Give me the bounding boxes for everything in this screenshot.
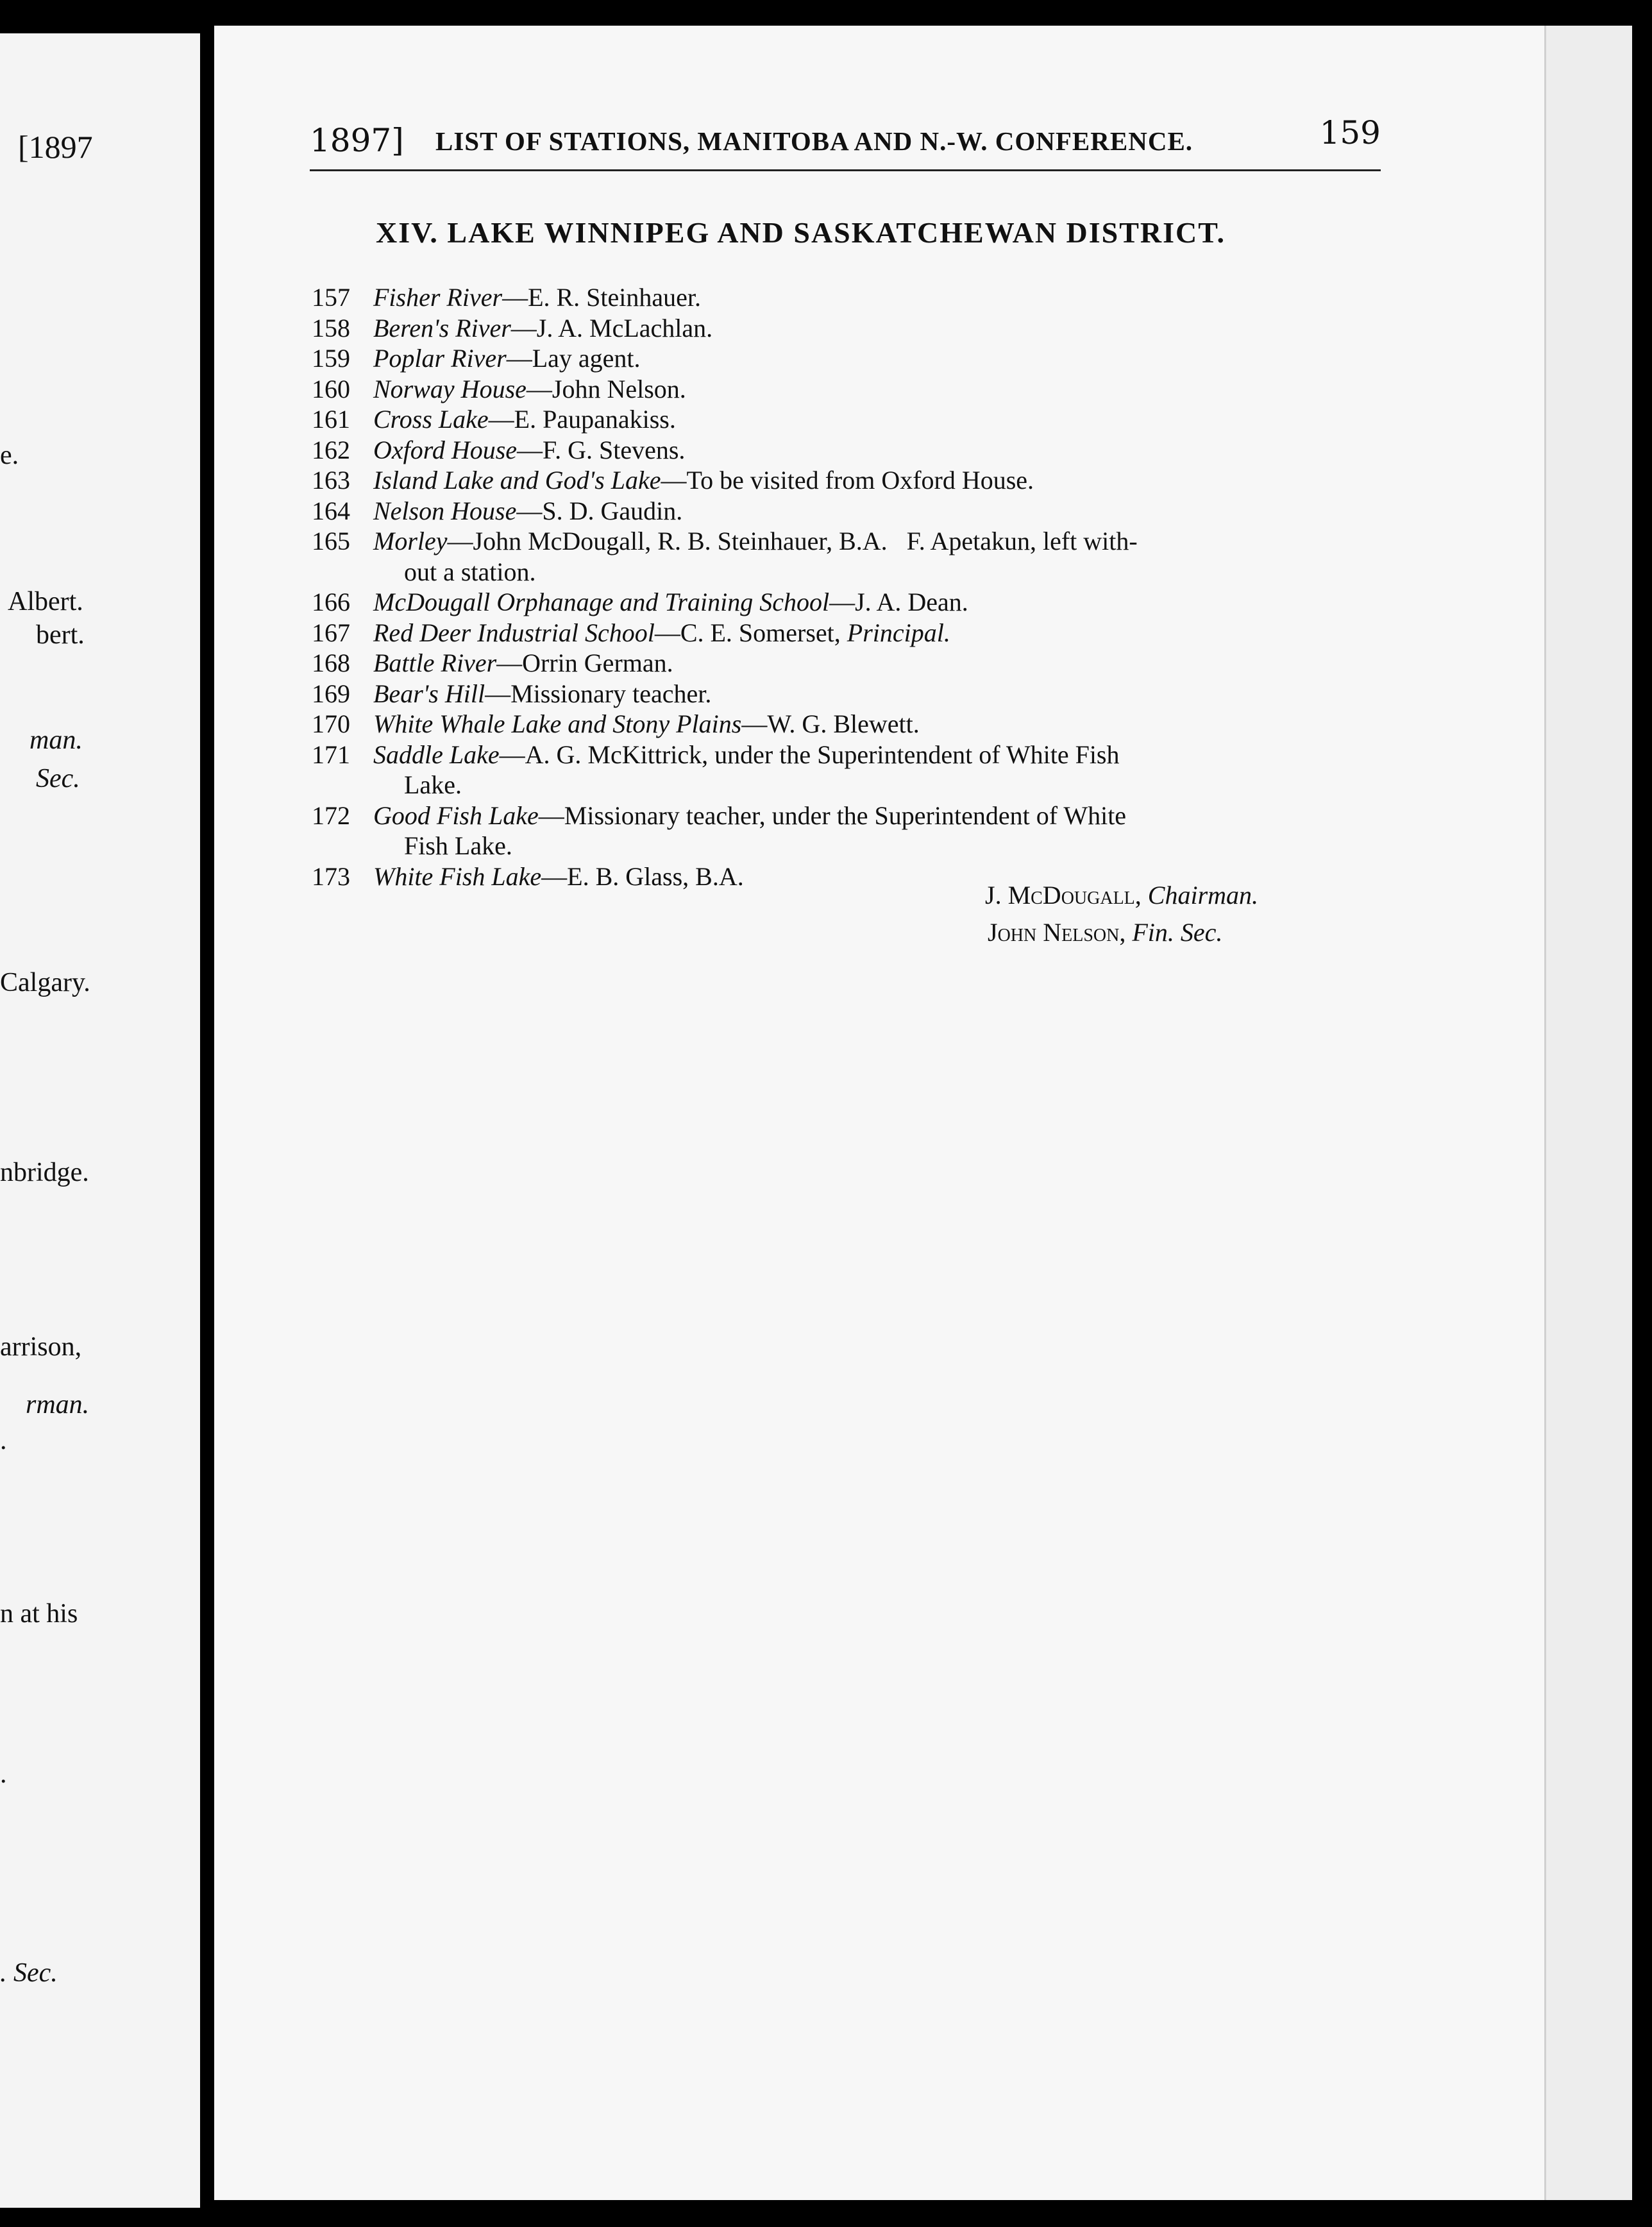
station-entry: [312, 343, 1415, 374]
station-appointment: —E. Paupanakiss.: [488, 405, 676, 434]
station-entry: [312, 496, 1415, 527]
station-entry: [312, 800, 1415, 861]
entry-body: [373, 526, 1415, 587]
left-page-fragment: Albert.: [8, 587, 83, 616]
station-appointment: —John Nelson.: [526, 374, 686, 403]
station-name: Norway House: [373, 374, 527, 403]
station-appointment: —E. B. Glass, B.A.: [541, 861, 744, 891]
station-appointment: —E. R. Steinhauer.: [502, 283, 702, 312]
entry-body: [373, 587, 1415, 618]
entry-body: [373, 313, 1415, 344]
station-name: Saddle Lake: [373, 740, 500, 769]
station-entry: [312, 313, 1415, 344]
entry-body: [373, 343, 1415, 374]
left-page-fragment: . Sec.: [0, 1958, 58, 1988]
entry-body: [373, 618, 1415, 648]
station-entry: [312, 404, 1415, 435]
entry-number: 161: [312, 405, 350, 434]
entry-body: [373, 404, 1415, 435]
station-name: Good Fish Lake: [373, 800, 539, 830]
district-heading: XIV. LAKE WINNIPEG AND SASKATCHEWAN DISTRICT.: [376, 216, 1226, 249]
entry-body: [373, 709, 1415, 740]
station-name: White Whale Lake and Stony Plains: [373, 709, 742, 738]
entry-body: [373, 861, 1415, 892]
station-appointment: —F. G. Stevens.: [517, 435, 686, 464]
chairman-signature: [985, 880, 1258, 910]
left-page-fragment: arrison,: [0, 1332, 82, 1362]
entry-body: [373, 496, 1415, 527]
running-header: [310, 114, 1381, 172]
page-gutter: [200, 26, 214, 2200]
station-name: Red Deer Industrial School: [373, 618, 655, 647]
entry-number: 169: [312, 679, 350, 708]
entry-body: [373, 679, 1415, 709]
left-page-fragment: rman.: [26, 1390, 90, 1419]
entry-number: 166: [312, 588, 350, 616]
station-appointment: —Orrin German.: [496, 648, 673, 677]
station-appointment: —J. A. McLachlan.: [510, 313, 713, 343]
entry-continuation: Lake.: [404, 770, 462, 799]
entry-number: 165: [312, 527, 350, 555]
left-page-fragment: Sec.: [36, 764, 80, 793]
left-page-fragment: [1897: [18, 129, 93, 165]
header-rule: [310, 169, 1381, 171]
entry-number: 164: [312, 496, 350, 525]
entry-number: 158: [312, 313, 350, 343]
left-page-fragment: bert.: [36, 620, 85, 650]
station-name: White Fish Lake: [373, 861, 542, 891]
entry-number: 163: [312, 466, 350, 495]
station-name: Cross Lake: [373, 405, 489, 434]
entry-number: 170: [312, 709, 350, 738]
station-appointment: —A. G. McKittrick, under the Superintendent of White Fish: [499, 740, 1120, 769]
station-entry: [312, 282, 1415, 313]
entry-body: [373, 374, 1415, 405]
left-page-fragment: Calgary.: [0, 968, 90, 997]
station-appointment: —To be visited from Oxford House.: [661, 466, 1034, 495]
entry-number: 171: [312, 740, 350, 769]
entry-continuation: out a station.: [404, 557, 536, 586]
station-appointment: —J. A. Dean.: [829, 588, 968, 616]
station-name: Oxford House: [373, 435, 518, 464]
station-entry: [312, 526, 1415, 587]
entry-number: 160: [312, 374, 350, 403]
secretary-name: John Nelson,: [988, 918, 1126, 947]
entry-body: [373, 465, 1415, 496]
station-name: Poplar River: [373, 344, 507, 373]
station-name: Nelson House: [373, 496, 517, 525]
station-name: Battle River: [373, 648, 497, 677]
station-name: Bear's Hill: [373, 679, 485, 708]
station-appointment: —John McDougall, R. B. Steinhauer, B.A. F. Apetakun, left with-: [447, 527, 1138, 555]
station-name: Morley: [373, 527, 448, 555]
entry-number: 167: [312, 618, 350, 647]
station-entry: [312, 679, 1415, 709]
page-edge: [1544, 26, 1632, 2200]
left-page-fragment: n at his: [0, 1599, 78, 1629]
header-title: LIST OF STATIONS, MANITOBA AND N.-W. CONFERENCE.: [435, 126, 1193, 156]
station-entry: [312, 465, 1415, 496]
secretary-signature: [988, 917, 1222, 947]
station-entry: [312, 709, 1415, 740]
left-page-fragment: e.: [0, 441, 19, 470]
entry-body: [373, 435, 1415, 466]
entry-number: 173: [312, 861, 350, 891]
header-year: 1897]: [310, 122, 404, 159]
station-entry: [312, 374, 1415, 405]
entry-body: [373, 740, 1415, 800]
station-name: McDougall Orphanage and Training School: [373, 588, 830, 616]
station-appointment: —Missionary teacher, under the Superintendent of White: [538, 800, 1127, 830]
page-number: 159: [1319, 114, 1381, 151]
left-page: [0, 33, 200, 2208]
entry-body: [373, 282, 1415, 313]
station-list: [312, 282, 1415, 892]
left-page-fragment: nbridge.: [0, 1158, 89, 1187]
left-page-fragment: man.: [30, 725, 83, 755]
station-entry: [312, 618, 1415, 648]
entry-body: [373, 648, 1415, 679]
chairman-name: J. McDougall,: [985, 881, 1142, 910]
station-entry: [312, 435, 1415, 466]
station-name: Island Lake and God's Lake: [373, 466, 661, 495]
station-appointment: —W. G. Blewett.: [741, 709, 920, 738]
station-name: Beren's River: [373, 313, 511, 343]
entry-continuation: Fish Lake.: [404, 831, 512, 860]
appointment-role: Principal.: [847, 618, 950, 647]
station-appointment: —S. D. Gaudin.: [516, 496, 683, 525]
station-appointment: —C. E. Somerset,: [654, 618, 847, 647]
entry-number: 157: [312, 283, 350, 312]
station-name: Fisher River: [373, 283, 503, 312]
entry-body: [373, 800, 1415, 861]
entry-number: 162: [312, 435, 350, 464]
left-page-fragment: .: [0, 1759, 7, 1789]
secretary-title: Fin. Sec.: [1132, 918, 1223, 947]
station-appointment: —Lay agent.: [506, 344, 641, 373]
station-appointment: —Missionary teacher.: [485, 679, 712, 708]
station-entry: [312, 587, 1415, 618]
station-entry: [312, 740, 1415, 800]
left-page-fragment: .: [0, 1426, 7, 1455]
entry-number: 172: [312, 800, 350, 830]
entry-number: 159: [312, 344, 350, 373]
entry-number: 168: [312, 648, 350, 677]
station-entry: [312, 648, 1415, 679]
chairman-title: Chairman.: [1147, 881, 1259, 910]
